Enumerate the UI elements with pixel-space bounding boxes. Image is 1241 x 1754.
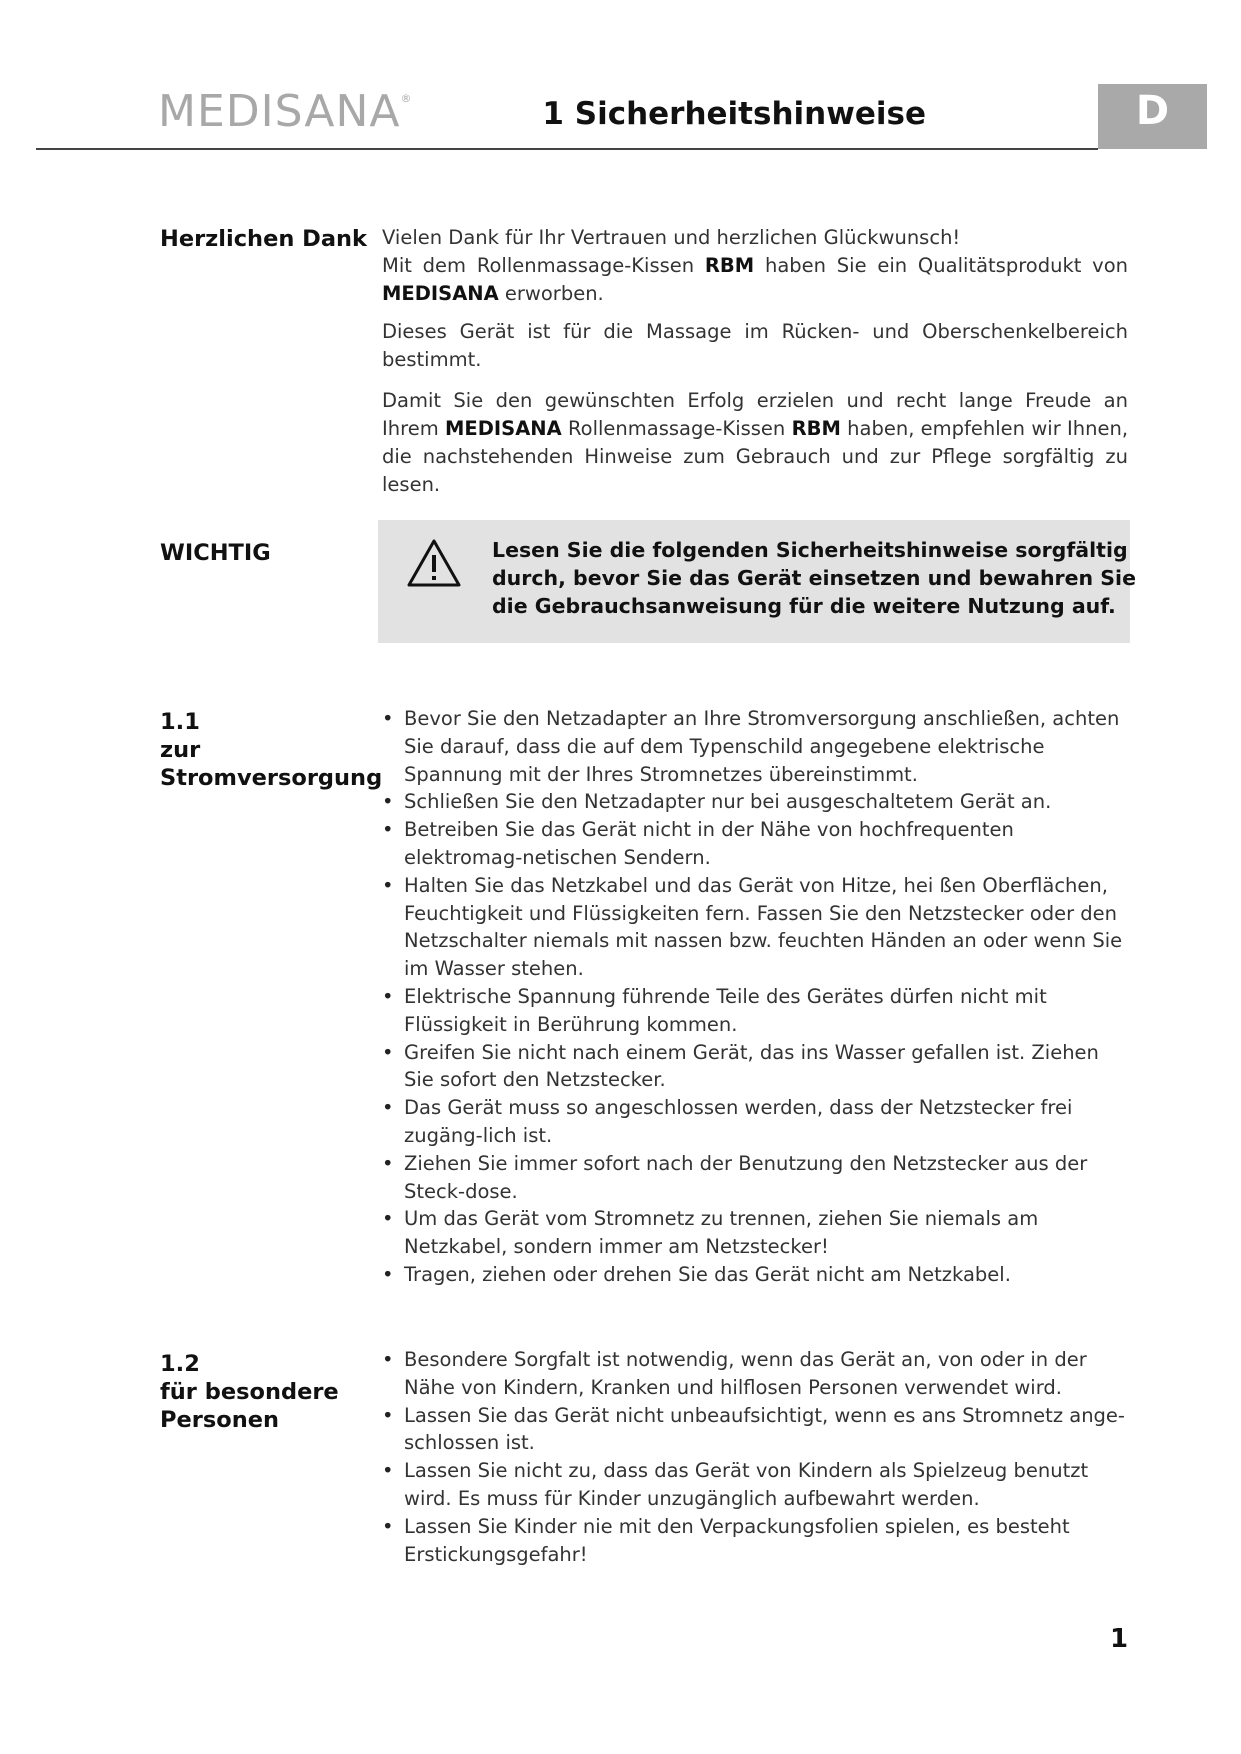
important-label — [160, 539, 360, 567]
section-1-1-heading — [160, 708, 383, 792]
intro-greeting: Vielen Dank für Ihr Vertrauen und herzlichen Glückwunsch! — [382, 226, 961, 249]
intro-text: haben, empfehlen wir Ihnen, die nachstehenden Hinweise zum Gebrauch und zur Pflege sorgfältig zu lesen. — [382, 417, 1129, 496]
list-item: • Elektrische Spannung führende Teile des Gerätes dürfen nicht mit Flüssigkeit in Berührung kommen. — [382, 983, 1134, 1039]
section-1-1-list — [382, 705, 1134, 1289]
section-title-line: für besondere — [160, 1379, 339, 1405]
list-item: • Besondere Sorgfalt ist notwendig, wenn das Gerät an, von oder in der Nähe von Kindern, Kranken und hilflosen Personen verwendet wird. — [382, 1346, 1134, 1402]
intro-label — [160, 225, 368, 253]
list-item: • Lassen Sie das Gerät nicht unbeaufsichtigt, wenn es ans Stromnetz ange-schlossen ist. — [382, 1402, 1134, 1458]
list-item: • Lassen Sie Kinder nie mit den Verpackungsfolien spielen, es besteht Erstickungsgefahr! — [382, 1513, 1134, 1569]
warning-line: Lesen Sie die folgenden Sicherheitshinweise sorgfältig — [492, 538, 1128, 562]
intro-text: Mit dem Rollenmassage-Kissen — [382, 254, 705, 277]
product-name: RBM — [704, 254, 755, 277]
list-item: • Lassen Sie nicht zu, dass das Gerät von Kindern als Spielzeug benutzt wird. Es muss für Kinder unzugänglich aufbewahrt werden. — [382, 1457, 1134, 1513]
warning-triangle-icon — [406, 538, 462, 588]
important-label-text: WICHTIG — [160, 540, 271, 566]
intro-paragraph-2: Dieses Gerät ist für die Massage im Rücken- und Oberschenkelbereich bestimmt. — [382, 320, 1128, 371]
list-item: • Bevor Sie den Netzadapter an Ihre Stromversorgung anschließen, achten Sie darauf, dass die auf dem Typenschild angegebene elektrische Spannung mit der Ihres Stromnetzes übereinstimmt. — [382, 705, 1134, 788]
warning-box — [378, 520, 1136, 643]
section-title-line: Personen — [160, 1407, 279, 1433]
list-item: • Das Gerät muss so angeschlossen werden, dass der Netzstecker frei zugäng-lich ist. — [382, 1094, 1134, 1150]
section-number: 1.2 — [160, 1351, 200, 1377]
list-item: • Betreiben Sie das Gerät nicht in der Nähe von hochfrequenten elektromag-netischen Sendern. — [382, 816, 1134, 872]
warning-line: die Gebrauchsanweisung für die weitere Nutzung auf. — [492, 594, 1116, 618]
intro-label-text: Herzlichen Dank — [160, 226, 368, 252]
list-item: • Ziehen Sie immer sofort nach der Benutzung den Netzstecker aus der Steck-dose. — [382, 1150, 1134, 1206]
brand-name: MEDISANA — [382, 282, 499, 305]
header-divider — [36, 148, 1098, 150]
section-1-2-list — [382, 1346, 1134, 1568]
page-number: 1 — [1110, 1624, 1129, 1654]
section-title-line: Stromversorgung — [160, 765, 383, 791]
medisana-logo — [158, 86, 412, 137]
intro-text: Damit Sie den gewünschten Erfolg erzielen und recht lange Freude an Ihrem — [382, 389, 1128, 440]
brand-name: MEDISANA — [444, 417, 562, 440]
list-item: • Schließen Sie den Netzadapter nur bei ausgeschaltetem Gerät an. — [382, 788, 1134, 816]
page-title: 1 Sicherheitshinweise — [542, 96, 926, 132]
list-item: • Greifen Sie nicht nach einem Gerät, das ins Wasser gefallen ist. Ziehen Sie sofort den Netzstecker. — [382, 1039, 1134, 1095]
list-item: • Halten Sie das Netzkabel und das Gerät von Hitze, hei ßen Oberflächen, Feuchtigkeit und Flüssigkeiten fern. Fassen Sie den Netzstecker oder den Netzschalter niemals mit nassen bzw. feuchten Händen an oder wenn Sie im Wasser stehen. — [382, 872, 1134, 983]
intro-paragraph-3 — [382, 387, 1128, 499]
intro-text: erworben. — [498, 282, 604, 305]
section-title-line: zur — [160, 737, 201, 763]
language-tab: D — [1098, 84, 1207, 149]
section-number: 1.1 — [160, 709, 200, 735]
intro-paragraph-1 — [382, 224, 1128, 308]
list-item: • Tragen, ziehen oder drehen Sie das Gerät nicht am Netzkabel. — [382, 1261, 1134, 1289]
intro-text: Rollenmassage-Kissen — [561, 417, 792, 440]
product-name: RBM — [791, 417, 841, 440]
list-item: • Um das Gerät vom Stromnetz zu trennen, ziehen Sie niemals am Netzkabel, sondern immer am Netzstecker! — [382, 1205, 1134, 1261]
logo-text: MEDISANA — [158, 86, 401, 137]
section-1-2-heading — [160, 1350, 360, 1434]
registered-mark: ® — [400, 92, 413, 105]
warning-text — [492, 536, 1136, 620]
warning-line: durch, bevor Sie das Gerät einsetzen und bewahren Sie — [492, 566, 1136, 590]
intro-text: haben Sie ein Qualitätsprodukt von — [754, 254, 1128, 277]
